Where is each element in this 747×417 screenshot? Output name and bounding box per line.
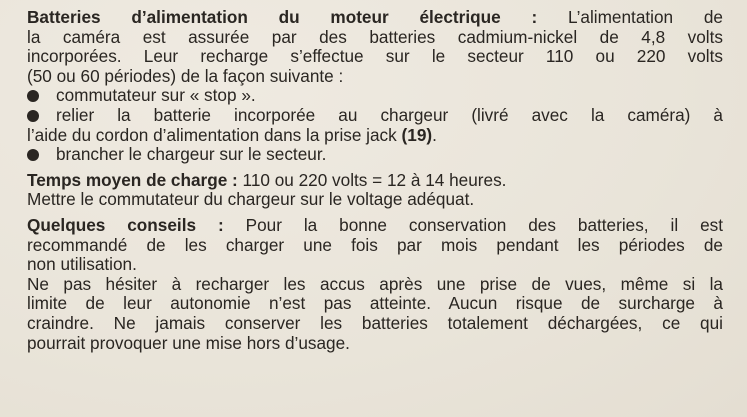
bullet-icon — [27, 90, 39, 102]
section-temps-de-charge — [27, 171, 723, 210]
batteries-line-4: (50 ou 60 périodes) de la façon suivante : — [27, 65, 344, 86]
conseils-line-3: non utilisation. — [27, 254, 137, 275]
conseils-line-2: recommandé de les charger une fois par mois pendant les périodes de — [27, 234, 723, 255]
conseils-line-7: pourrait provoquer une mise hors d’usage. — [27, 332, 350, 353]
charge-heading: Temps moyen de charge : — [27, 169, 238, 190]
bullet-icon — [27, 149, 39, 161]
bullet-icon — [27, 110, 39, 122]
charge-line-2: Mettre le commutateur du chargeur sur le voltage adéquat. — [27, 189, 475, 210]
bullet-item-2: relier la batterie incorporée au chargeur (livré avec la caméra) à — [27, 106, 723, 126]
conseils-line-4: Ne pas hésiter à recharger les accus après une prise de vues, même si la — [27, 273, 723, 294]
conseils-heading: Quelques conseils : — [27, 214, 224, 235]
batteries-line-1: Batteries d’alimentation du moteur électrique : L’alimentation de — [27, 7, 723, 27]
batteries-line-3: incorporées. Leur recharge s’effectue sur le secteur 110 ou 220 volts — [27, 46, 723, 67]
batteries-line-2: la caméra est assurée par des batteries cadmium-nickel de 4,8 volts — [27, 26, 723, 47]
section-conseils — [27, 216, 723, 353]
conseils-line-1: Quelques conseils : Pour la bonne conservation des batteries, il est — [27, 214, 724, 235]
bullet-item-3: brancher le chargeur sur le secteur. — [27, 145, 723, 165]
batteries-heading: Batteries d’alimentation du moteur électrique : — [27, 7, 538, 27]
figure-reference: (19) — [401, 124, 433, 145]
bullet-item-1: commutateur sur « stop ». — [27, 86, 723, 106]
conseils-line-5: limite de leur autonomie n’est pas atteinte. Aucun risque de surcharge à — [27, 293, 723, 314]
conseils-line-6: craindre. Ne jamais conserver les batteries totalement déchargées, ce qui — [27, 312, 723, 333]
section-batteries — [27, 8, 723, 165]
charge-line-1: Temps moyen de charge : 110 ou 220 volts = 12 à 14 heures. — [27, 169, 507, 190]
bullet-item-2-continuation: l’aide du cordon d’alimentation dans la prise jack (19). — [27, 124, 437, 145]
